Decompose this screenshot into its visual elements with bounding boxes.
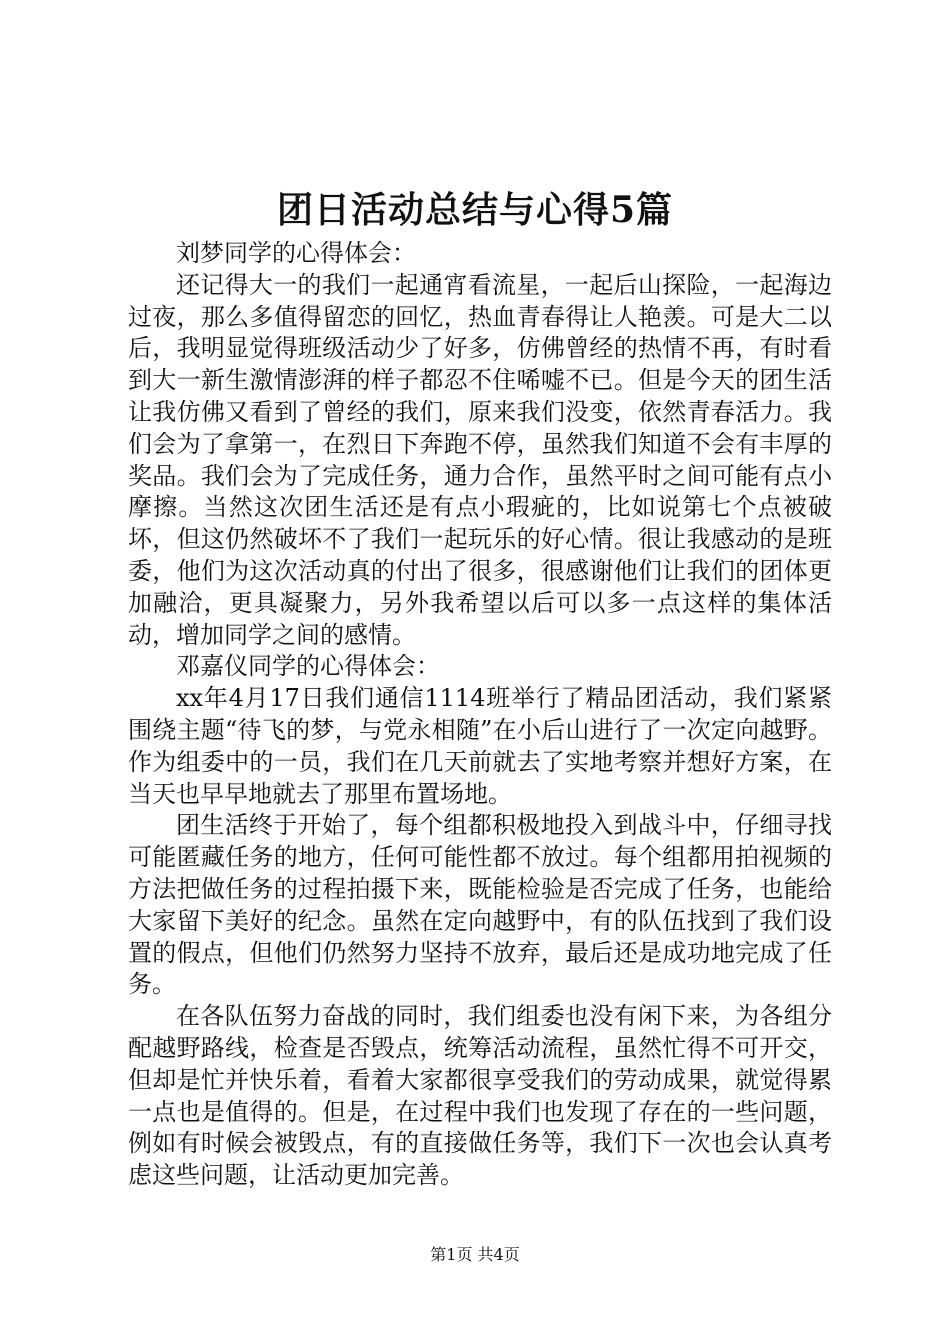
document-title: 团日活动总结与心得5篇 — [276, 189, 674, 231]
page-number-footer: 第1页 共4页 — [430, 1245, 520, 1264]
paragraph-heading-deng: 邓嘉仪同学的心得体会： — [176, 652, 440, 681]
document-body — [128, 238, 832, 1192]
paragraph-heading-liu: 刘梦同学的心得体会： — [176, 239, 416, 267]
paragraph-deng-committee: 在各队伍努力奋战的同时，我们组委也没有闲下来，为各组分配越野路线，检查是否毁点，统筹活动流程，虽然忙得不可开交，但却是忙并快乐着，看着大家都很享受我们的劳动成果，就觉得累一点也是值得的。但是，在过程中我们也发现了存在的一些问题，例如有时候会被毁点，有的直接做任务等，我们下一次也会认真考虑这些问题，让活动更加完善。 — [128, 1002, 832, 1190]
paragraph-deng-intro: xx年4月17日我们通信1114班举行了精品团活动，我们紧紧围绕主题“待飞的梦，与党永相随”在小后山进行了一次定向越野。作为组委中的一员，我们在几天前就去了实地考察并想好方案，在当天也早早地就去了那里布置场地。 — [128, 684, 832, 808]
paragraph-deng-activity: 团生活终于开始了，每个组都积极地投入到战斗中，仔细寻找可能匿藏任务的地方，任何可能性都不放过。每个组都用拍视频的方法把做任务的过程拍摄下来，既能检验是否完成了任务，也能给大家留下美好的纪念。虽然在定向越野中，有的队伍找到了我们设置的假点，但他们仍然努力坚持不放弃，最后还是成功地完成了任务。 — [128, 811, 832, 999]
paragraph-liu-reflection: 还记得大一的我们一起通宵看流星，一起后山探险，一起海边过夜，那么多值得留恋的回忆，热血青春得让人艳羡。可是大二以后，我明显觉得班级活动少了好多，仿佛曾经的热情不再，有时看到大一新生激情澎湃的样子都忍不住唏嘘不已。但是今天的团生活让我仿佛又看到了曾经的我们，原来我们没变，依然青春活力。我们会为了拿第一，在烈日下奔跑不停，虽然我们知道不会有丰厚的奖品。我们会为了完成任务，通力合作，虽然平时之间可能有点小摩擦。当然这次团生活还是有点小瑕疵的，比如说第七个点被破坏，但这仍然破坏不了我们一起玩乐的好心情。很让我感动的是班委，他们为这次活动真的付出了很多，很感谢他们让我们的团体更加融洽，更具凝聚力，另外我希望以后可以多一点这样的集体活动，增加同学之间的感情。 — [128, 270, 832, 649]
